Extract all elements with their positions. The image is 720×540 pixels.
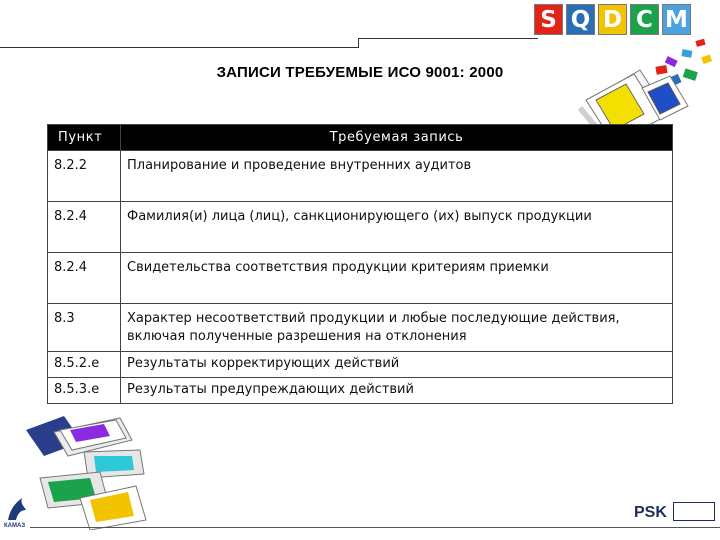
table-header-row: [48, 125, 673, 151]
psk-brand: PSK: [634, 504, 667, 521]
psk-box: [673, 502, 715, 521]
record-cell: Свидетельства соответствия продукции критериям приемки: [121, 253, 673, 304]
clause-cell: 8.5.3.е: [48, 378, 121, 404]
table-row: [48, 253, 673, 304]
clause-cell: 8.2.4: [48, 253, 121, 304]
clause-cell: 8.2.2: [48, 151, 121, 202]
kamaz-horse-logo: [4, 494, 28, 522]
logo-letter-d: D: [598, 4, 627, 35]
footer-rule: [30, 527, 720, 528]
table-row: [48, 352, 673, 378]
logo-letter-s: S: [534, 4, 563, 35]
table-row: [48, 202, 673, 253]
clause-cell: 8.5.2.е: [48, 352, 121, 378]
header-clause: Пункт: [48, 125, 121, 151]
header-rule-step: [358, 38, 359, 48]
table-row: [48, 151, 673, 202]
table-row: [48, 378, 673, 404]
header-rule-left: [0, 47, 358, 48]
required-records-table: [47, 124, 673, 404]
header-rule-right: [358, 38, 538, 39]
record-cell: Фамилия(и) лица (лиц), санкционирующего (их) выпуск продукции: [121, 202, 673, 253]
record-cell: Планирование и проведение внутренних аудитов: [121, 151, 673, 202]
sqdcm-logo: [534, 4, 691, 35]
record-cell: Результаты корректирующих действий: [121, 352, 673, 378]
record-cell: Результаты предупреждающих действий: [121, 378, 673, 404]
record-cell: Характер несоответствий продукции и любые последующие действия, включая полученные разрешения на отклонения: [121, 304, 673, 352]
clause-cell: 8.2.4: [48, 202, 121, 253]
logo-letter-c: C: [630, 4, 659, 35]
kamaz-label: КАМАЗ: [4, 523, 26, 529]
paper-stack-illustration-bottom: [24, 412, 184, 530]
page-title: ЗАПИСИ ТРЕБУЕМЫЕ ИСО 9001: 2000: [216, 64, 504, 81]
table-row: [48, 304, 673, 352]
logo-letter-m: M: [662, 4, 691, 35]
header-record: Требуемая запись: [121, 125, 673, 151]
logo-letter-q: Q: [566, 4, 595, 35]
clause-cell: 8.3: [48, 304, 121, 352]
